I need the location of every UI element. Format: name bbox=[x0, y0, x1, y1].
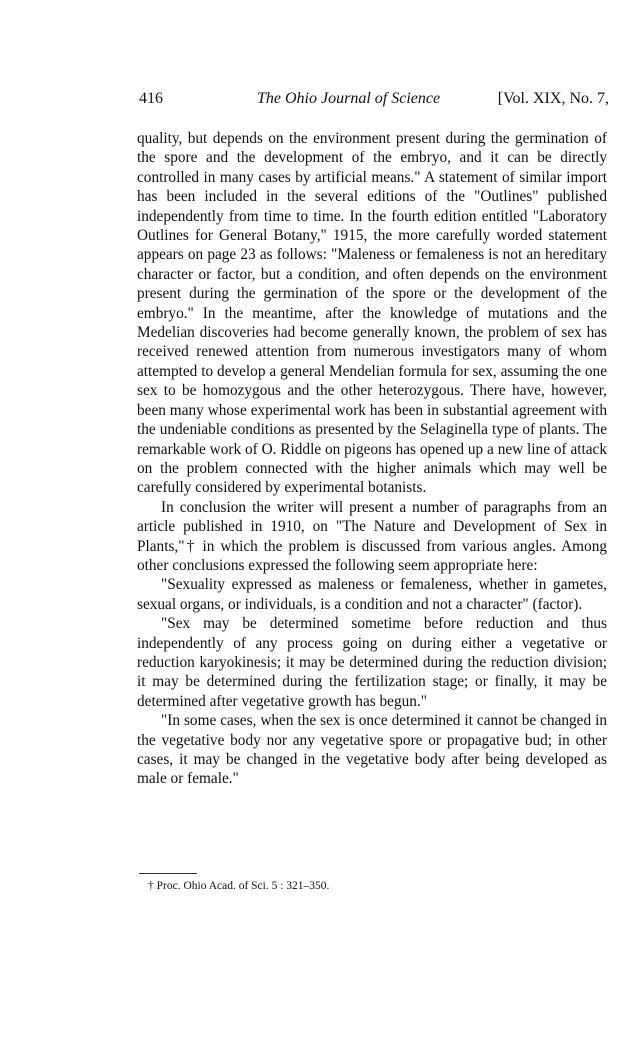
quoted-paragraph: "Sexuality expressed as maleness or femaleness, whether in gametes, sexual organs, or individuals, is a condition and not a character" (factor). bbox=[137, 576, 607, 613]
journal-title: The Ohio Journal of Science bbox=[257, 90, 441, 107]
article-body bbox=[137, 129, 607, 789]
body-paragraph bbox=[137, 498, 607, 576]
footnote-divider bbox=[139, 873, 197, 874]
volume-info: [Vol. XIX, No. 7, bbox=[497, 90, 609, 107]
running-header bbox=[139, 90, 609, 112]
footnote: † Proc. Ohio Acad. of Sci. 5 : 321–350. bbox=[148, 880, 330, 892]
paragraph-text-continued: in which the problem is discussed from various angles. Among other conclusions expressed the following seem appropriate here: bbox=[137, 537, 607, 574]
paragraph-text: In conclusion the writer will present a number of paragraphs from an article published in 1910, on "The Nature and Development of Sex in Plants," bbox=[137, 498, 607, 555]
footnote-marker: † bbox=[184, 537, 197, 555]
body-paragraph: quality, but depends on the environment present during the germination of the spore and the development of the embryo, and it can be directly controlled in many cases by artificial means." A statement of similar import has been included in the several editions of the "Outlines" published independently from time to time. In the fourth edition entitled "Laboratory Outlines for General Botany," 1915, the more carefully worded statement appears on page 23 as follows: "Maleness or femaleness is not an hereditary character or factor, but a condition, and often depends on the environment present during the germination of the spore or the development of the embryo." In the meantime, after the knowledge of mutations and the Medelian discoveries had become generally known, the problem of sex has received renewed attention from numerous investigators many of whom attempted to develop a general Mendelian formula for sex, assuming the one sex to be homozygous and the other heterozygous. There have, however, been many whose experimental work has been in substantial agreement with the undeniable conditions as presented by the Selaginella type of plants. The remarkable work of O. Riddle on pigeons has opened up a new line of attack on the problem connected with the higher animals which may well be carefully considered by experimental botanists. bbox=[137, 130, 607, 497]
page-number: 416 bbox=[139, 90, 163, 107]
quoted-paragraph: "In some cases, when the sex is once determined it cannot be changed in the vegetative body nor any vegetative spore or propagative bud; in other cases, it may be changed in the vegetative body after being developed as male or female." bbox=[137, 712, 607, 788]
quoted-paragraph: "Sex may be determined sometime before reduction and thus independently of any process going on during either a vegetative or reduction karyokinesis; it may be determined during the reduction division; it may be determined during the fertilization stage; or finally, it may be determined after vegetative growth has begun." bbox=[137, 615, 607, 710]
